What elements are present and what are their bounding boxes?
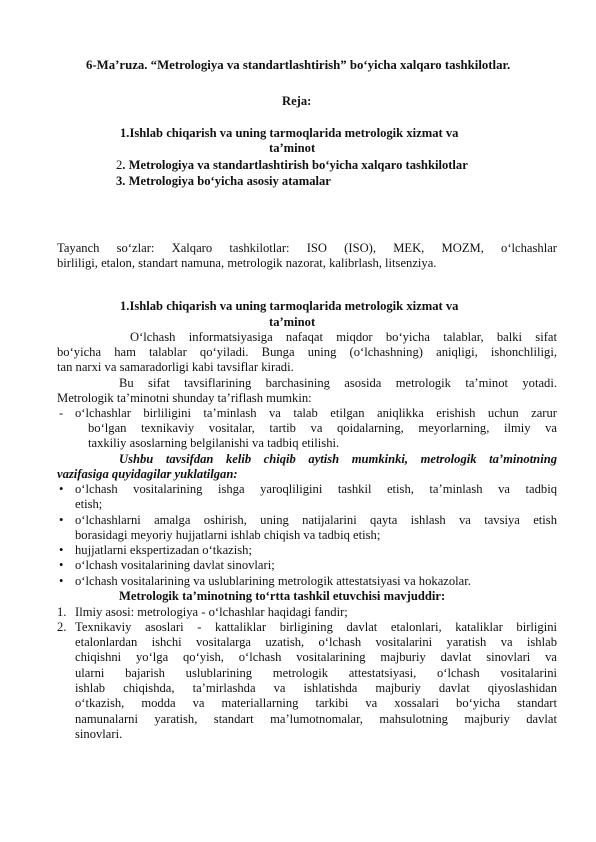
plan-item-2-text: . Metrologiya va standartlashtirish bo‘yicha xalqaro tashkilotlar — [122, 158, 468, 172]
paragraph-line: Metrologik ta’minotni shunday ta’riflash mumkin: — [57, 391, 312, 405]
numbered-item-line: ishlab chiqishda, ta’mirlashda va ishlatishda majburiy davlat qiyoslashidan — [75, 681, 557, 695]
dash-item-line: bo‘lgan texnikaviy vositalar, tartib va qoidalarning, meyorlarning, ilmiy va — [88, 421, 557, 435]
plan-item-1-cont: ta’minot — [269, 141, 316, 155]
keywords-line-2: birliligi, etalon, standart namuna, metrologik nazorat, kalibrlash, litsenziya. — [57, 256, 437, 270]
dash-item-line: taxkiliy asoslarning belgilanishi va tadbiq etilishi. — [88, 436, 340, 450]
numbered-item-line: Ilmiy asosi: metrologiya - o‘lchashlar haqidagi fandir; — [75, 605, 348, 619]
section-heading-cont: ta’minot — [269, 315, 316, 329]
bullet-item-line: o‘lchash vositalarining davlat sinovlari; — [75, 558, 275, 572]
section-heading: 1.Ishlab chiqarish va uning tarmoqlarida metrologik xizmat va — [120, 299, 459, 313]
bullet-marker: • — [59, 543, 64, 557]
list-number: 2. — [57, 620, 67, 634]
tasks-intro-line: vazifasiga quyidagilar yuklatilgan: — [57, 467, 238, 481]
list-number: 1. — [57, 605, 67, 619]
dash-item-line: o‘lchashlar birliligini ta’minlash va talab etilgan aniqlikka erishish uchun zarur — [75, 406, 557, 420]
numbered-item-line: sinovlari. — [75, 727, 123, 741]
components-intro: Metrologik ta’minotning to‘rtta tashkil etuvchisi mavjuddir: — [119, 589, 446, 603]
bullet-marker: • — [59, 513, 64, 527]
plan-item-1: 1.Ishlab chiqarish va uning tarmoqlarida metrologik xizmat va — [120, 126, 459, 140]
plan-heading: Reja: — [282, 94, 312, 108]
tasks-intro-line: Ushbu tavsifdan kelib chiqib aytish mumkinki, metrologik ta’minotning — [119, 452, 557, 466]
bullet-item-line: o‘lchash vositalarining ishga yaroqliligini tashkil etish, ta’minlash va tadbiq — [75, 482, 557, 496]
paragraph-line: Bu sifat tavsiflarining barchasining asosida metrologik ta’minot yotadi. — [119, 376, 557, 390]
bullet-item-line: etish; — [75, 497, 103, 511]
bullet-item-line: o‘lchashlarni amalga oshirish, uning natijalarini qayta ishlash va tavsiya etish — [75, 513, 557, 527]
bullet-item-line: borasidagi meyoriy hujjatlarni ishlab chiqish va tadbiq etish; — [75, 528, 381, 542]
plan-item-2 — [116, 158, 468, 173]
numbered-item-line: etalonlardan ishchi vositalarga uzatish, o‘lchash vositalarini yaratish va ishlab — [75, 635, 557, 649]
numbered-item-line: ularni bajarish uslublarining metrologik attestatsiyasi, o‘lchash vositalarini — [75, 666, 557, 680]
paragraph-line: O‘lchash informatsiyasiga nafaqat miqdor bo‘yicha talablar, balki sifat — [130, 330, 557, 344]
plan-item-3: 3. Metrologiya bo‘yicha asosiy atamalar — [116, 174, 331, 188]
bullet-marker: • — [59, 574, 64, 588]
keywords-line-1: Tayanch so‘zlar: Xalqaro tashkilotlar: ISO (ISO), MEK, MOZM, o‘lchashlar — [57, 241, 557, 255]
numbered-item-line: o‘tkazish, modda va materiallarning tarkibi va xossalari bo‘yicha standart — [75, 696, 557, 710]
paragraph-line: tan narxi va samaradorligi kabi tavsiflar kiradi. — [57, 360, 294, 374]
numbered-item-line: Texnikaviy asoslari - kattaliklar birligining davlat etalonlari, kataliklar birligini — [75, 620, 557, 634]
paragraph-line: bo‘yicha ham talablar qo‘yiladi. Bunga uning (o‘lchashning) aniqligi, ishonchliligi, — [57, 345, 557, 359]
bullet-item-line: o‘lchash vositalarining va uslublarining metrologik attestatsiyasi va hokazolar. — [75, 574, 471, 588]
lecture-title: 6-Ma’ruza. “Metrologiya va standartlashtirish” bo‘yicha xalqaro tashkilotlar. — [86, 58, 511, 72]
bullet-marker: • — [59, 482, 64, 496]
bullet-marker: • — [59, 558, 64, 572]
numbered-item-line: chiqishni yo‘lga qo‘yish, o‘lchash vositalarining majburiy davlat sinovlari va — [75, 650, 557, 664]
dash-marker: - — [59, 406, 64, 420]
numbered-item-line: namunalarni yaratish, standart ma’lumotnomalar, mahsulotning majburiy davlat — [75, 712, 557, 726]
plan-item-2-number: 2 — [116, 158, 123, 172]
bullet-item-line: hujjatlarni ekspertizadan o‘tkazish; — [75, 543, 252, 557]
